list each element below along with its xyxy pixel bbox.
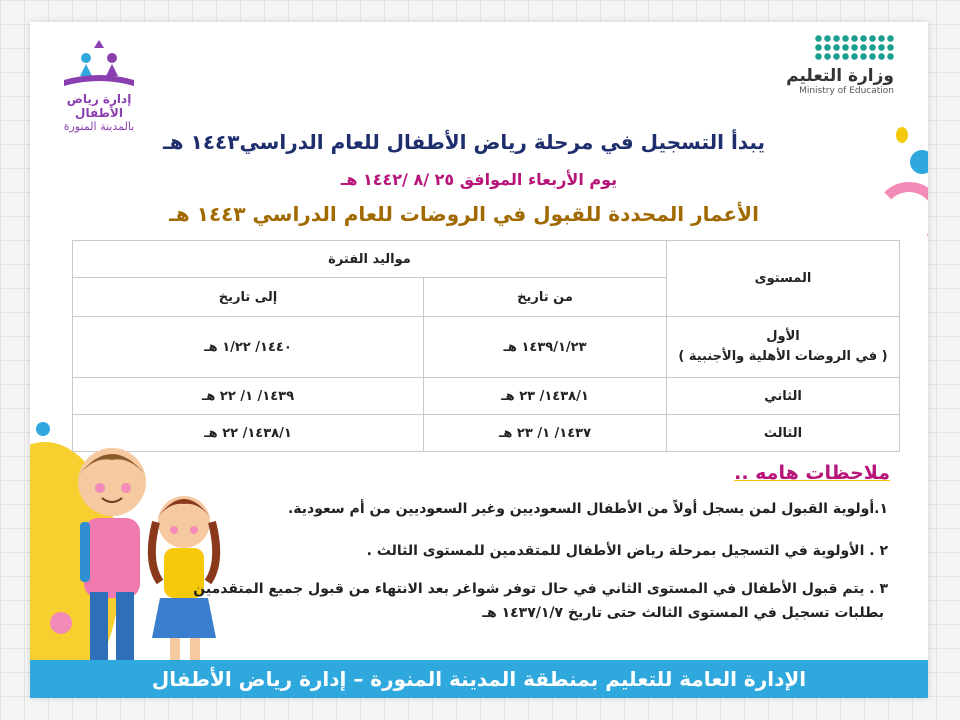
from-date-cell: ١٤٣٩/١/٢٣ هـ bbox=[424, 317, 667, 378]
from-date-cell: ١٤٣٨/١/ ٢٣ هـ bbox=[424, 378, 667, 415]
ministry-name-en: Ministry of Education bbox=[799, 86, 894, 96]
level-header: المستوى bbox=[667, 241, 900, 317]
table-row bbox=[73, 317, 900, 378]
footer-banner: الإدارة العامة للتعليم بمنطقة المدينة المنورة – إدارة رياض الأطفال bbox=[30, 660, 928, 698]
decor-yellow-dot bbox=[896, 127, 908, 143]
registration-title: يبدأ التسجيل في مرحلة رياض الأطفال للعام الدراسي١٤٤٣ هـ bbox=[162, 130, 766, 154]
from-date-header: من تاريخ bbox=[424, 278, 667, 317]
ages-title: الأعمار المحددة للقبول في الروضات للعام الدراسي ١٤٤٣ هـ bbox=[169, 202, 759, 226]
to-date-header: إلى تاريخ bbox=[73, 278, 424, 317]
to-date-cell: ١٤٣٨/١/ ٢٢ هـ bbox=[73, 415, 424, 452]
note-1: ١.أولوية القبول لمن يسجل أولاً من الأطفال السعوديين وغير السعوديين من أم سعودية. bbox=[287, 501, 888, 517]
note-3-line-1: ٣ . يتم قبول الأطفال في المستوى الثاني في حال توفر شواغر بعد الانتهاء من قبول جميع المتقدمين bbox=[193, 581, 888, 597]
level-cell bbox=[667, 317, 900, 378]
announcement-card bbox=[30, 22, 928, 698]
ages-table bbox=[72, 240, 900, 452]
notes-title: ملاحظات هامه .. bbox=[734, 462, 890, 484]
ministry-logo bbox=[764, 34, 894, 96]
kindergarten-name: إدارة رياض الأطفال bbox=[66, 92, 132, 120]
registration-date: يوم الأربعاء الموافق ٢٥ /٨ /١٤٤٢ هـ bbox=[340, 170, 618, 189]
kindergarten-city: بالمدينة المنورة bbox=[63, 120, 135, 133]
level-note: ( في الروضات الأهلية والأجنبية ) bbox=[678, 349, 888, 364]
period-header: مواليد الفترة bbox=[73, 241, 667, 278]
table-row bbox=[73, 378, 900, 415]
kindergarten-logo bbox=[44, 36, 154, 133]
level-cell bbox=[667, 415, 900, 452]
table-header-row bbox=[73, 241, 900, 278]
note-3-line-2: بطلبات تسجيل في المستوى الثالث حتى تاريخ ١٤٣٧/١/٧ هـ bbox=[482, 605, 884, 621]
decor-blue-small-dot bbox=[36, 422, 50, 436]
level-name: الأول bbox=[766, 329, 800, 344]
level-name: الثاني bbox=[764, 388, 802, 404]
to-date-cell: ١٤٤٠/ ١/٢٢ هـ bbox=[73, 317, 424, 378]
level-cell bbox=[667, 378, 900, 415]
to-date-cell: ١٤٣٩/ ١/ ٢٢ هـ bbox=[73, 378, 424, 415]
from-date-cell: ١٤٣٧/ ١/ ٢٣ هـ bbox=[424, 415, 667, 452]
decor-blue-dot bbox=[910, 150, 928, 174]
ministry-emblem-icon bbox=[814, 34, 894, 62]
note-2: ٢ . الأولوية في التسجيل بمرحلة رياض الأطفال للمتقدمين للمستوى الثالث . bbox=[366, 543, 888, 559]
children-book-icon bbox=[44, 36, 154, 92]
level-name: الثالث bbox=[763, 425, 803, 441]
ministry-name-ar: وزارة التعليم bbox=[786, 66, 894, 86]
